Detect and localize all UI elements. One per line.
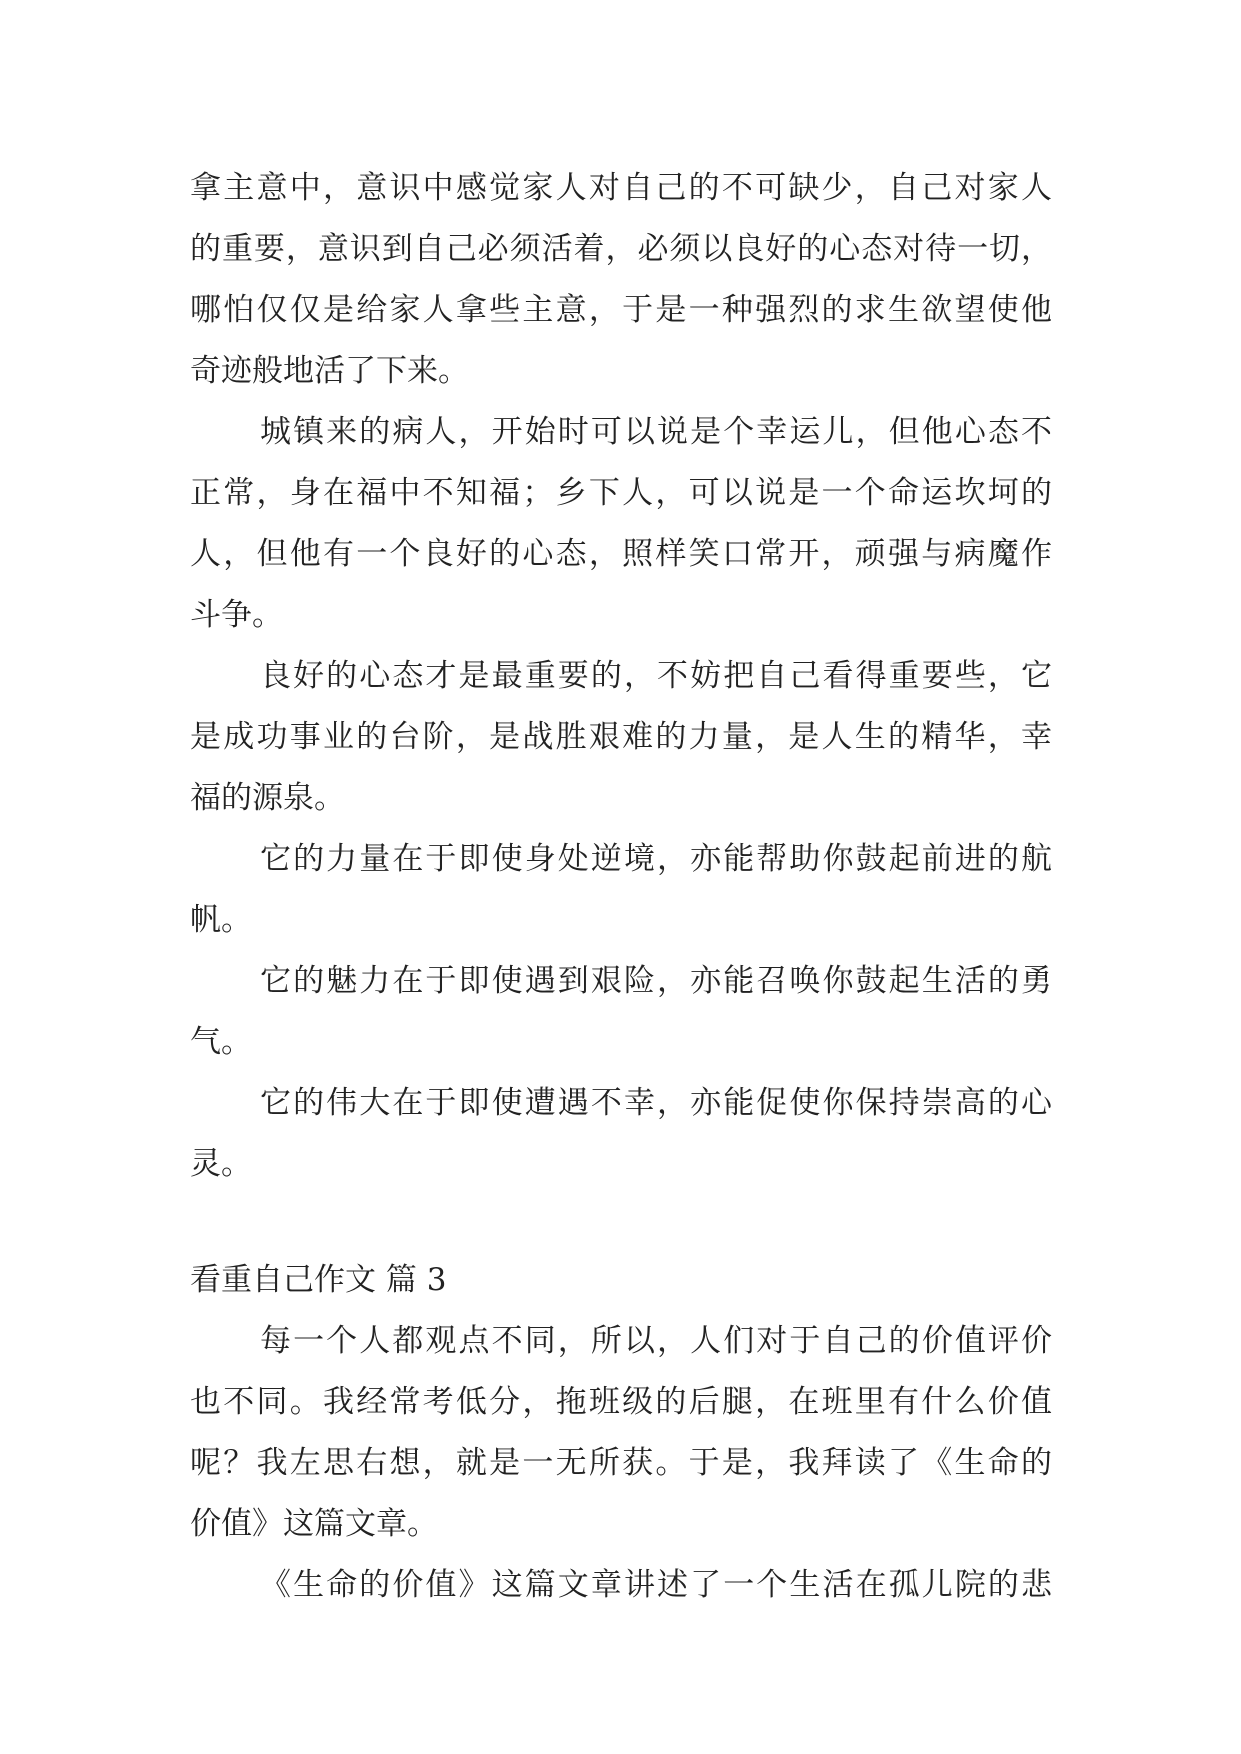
text-line: 价值》这篇文章。	[190, 1506, 438, 1542]
text-line: 《生命的价值》这篇文章讲述了一个生活在孤儿院的悲	[260, 1567, 1052, 1603]
paragraph	[190, 402, 1052, 646]
document-body	[190, 158, 1052, 1616]
text-line: 它的伟大在于即使遭遇不幸，亦能促使你保持崇高的心	[260, 1085, 1052, 1121]
text-line: 哪怕仅仅是给家人拿些主意，于是一种强烈的求生欲望使他	[190, 292, 1052, 328]
text-line: 人，但他有一个良好的心态，照样笑口常开，顽强与病魔作	[190, 536, 1052, 572]
section-heading: 看重自己作文 篇 3	[190, 1262, 447, 1298]
text-line: 灵。	[190, 1146, 252, 1182]
paragraph	[190, 1073, 1052, 1195]
text-line: 气。	[190, 1024, 252, 1060]
text-line: 拿主意中，意识中感觉家人对自己的不可缺少，自己对家人	[190, 170, 1052, 206]
paragraph	[190, 1555, 1052, 1616]
text-line: 每一个人都观点不同，所以，人们对于自己的价值评价	[260, 1323, 1052, 1359]
paragraph	[190, 951, 1052, 1073]
text-line: 斗争。	[190, 597, 283, 633]
text-line: 正常，身在福中不知福；乡下人，可以说是一个命运坎坷的	[190, 475, 1052, 511]
text-line: 是成功事业的台阶，是战胜艰难的力量，是人生的精华，幸	[190, 719, 1052, 755]
text-line: 它的力量在于即使身处逆境，亦能帮助你鼓起前进的航	[260, 841, 1052, 877]
text-line: 良好的心态才是最重要的，不妨把自己看得重要些，它	[260, 658, 1052, 694]
paragraph	[190, 829, 1052, 951]
text-line: 呢？我左思右想，就是一无所获。于是，我拜读了《生命的	[190, 1445, 1052, 1481]
paragraph	[190, 646, 1052, 829]
text-line: 帆。	[190, 902, 252, 938]
text-line: 城镇来的病人，开始时可以说是个幸运儿，但他心态不	[260, 414, 1052, 450]
section-spacer	[190, 1195, 1052, 1250]
paragraph	[190, 1311, 1052, 1555]
text-line: 福的源泉。	[190, 780, 345, 816]
text-line: 它的魅力在于即使遇到艰险，亦能召唤你鼓起生活的勇	[260, 963, 1052, 999]
paragraph	[190, 158, 1052, 402]
text-line: 奇迹般地活了下来。	[190, 353, 469, 389]
text-line: 的重要，意识到自己必须活着，必须以良好的心态对待一切，	[190, 231, 1052, 267]
text-line: 也不同。我经常考低分，拖班级的后腿，在班里有什么价值	[190, 1384, 1052, 1420]
